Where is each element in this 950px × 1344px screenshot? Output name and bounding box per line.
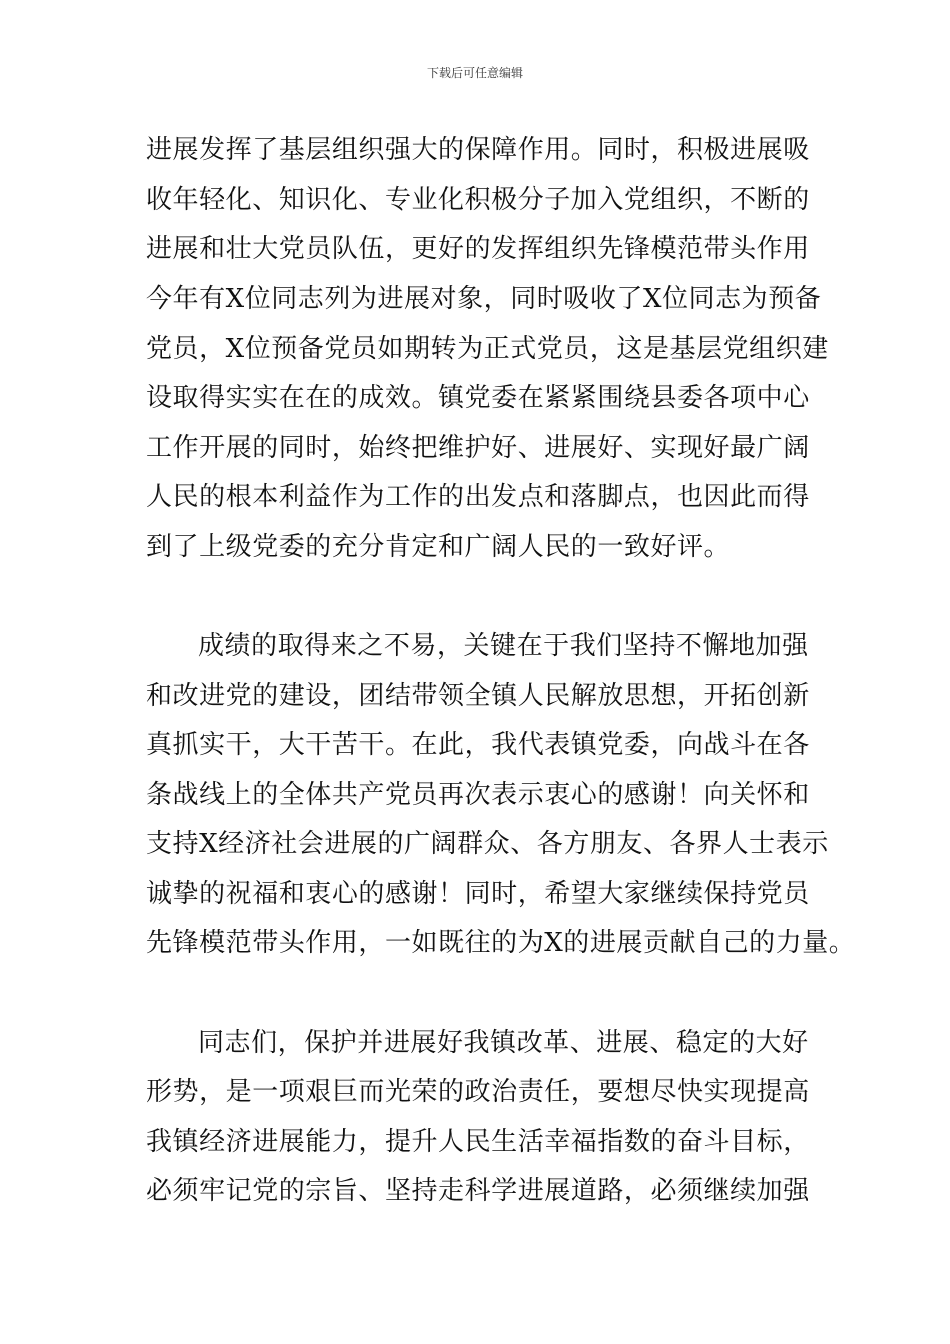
- text-line: 进展和壮大党员队伍，更好的发挥组织先锋模范带头作用: [146, 234, 810, 264]
- text-line: 条战线上的全体共产党员再次表示衷心的感谢！向关怀和: [146, 780, 810, 810]
- text-line: 诚挚的祝福和衷心的感谢！同时，希望大家继续保持党员: [146, 879, 810, 909]
- text-line: 我镇经济进展能力，提升人民生活幸福指数的奋斗目标，: [146, 1127, 810, 1157]
- text-line: 同志们，保护并进展好我镇改革、进展、稳定的大好: [198, 1028, 809, 1058]
- text-line: 人民的根本利益作为工作的出发点和落脚点，也因此而得: [146, 482, 810, 512]
- text-line: 到了上级党委的充分肯定和广阔人民的一致好评。: [146, 532, 731, 562]
- text-line: 收年轻化、知识化、专业化积极分子加入党组织，不断的: [146, 185, 810, 215]
- page-header: 下载后可任意编辑: [426, 66, 523, 80]
- text-line: 和改进党的建设，团结带领全镇人民解放思想，开拓创新: [146, 681, 810, 711]
- text-line: 必须牢记党的宗旨、坚持走科学进展道路，必须继续加强: [146, 1176, 810, 1206]
- text-line: 先锋模范带头作用，一如既往的为X的进展贡献自己的力量。: [146, 928, 856, 958]
- text-line: 形势，是一项艰巨而光荣的政治责任，要想尽快实现提高: [146, 1077, 810, 1107]
- text-line: 支持X经济社会进展的广阔群众、各方朋友、各界人士表示: [146, 829, 829, 859]
- text-line: 成绩的取得来之不易，关键在于我们坚持不懈地加强: [198, 631, 809, 661]
- text-line: 进展发挥了基层组织强大的保障作用。同时，积极进展吸: [146, 135, 810, 165]
- text-line: 真抓实干，大干苦干。在此，我代表镇党委，向战斗在各: [146, 730, 810, 760]
- text-line: 设取得实实在在的成效。镇党委在紧紧围绕县委各项中心: [146, 383, 810, 413]
- text-line: 党员，X位预备党员如期转为正式党员，这是基层党组织建: [146, 334, 829, 364]
- text-line: 工作开展的同时，始终把维护好、进展好、实现好最广阔: [146, 433, 810, 463]
- text-line: 今年有X位同志列为进展对象，同时吸收了X位同志为预备: [146, 284, 822, 314]
